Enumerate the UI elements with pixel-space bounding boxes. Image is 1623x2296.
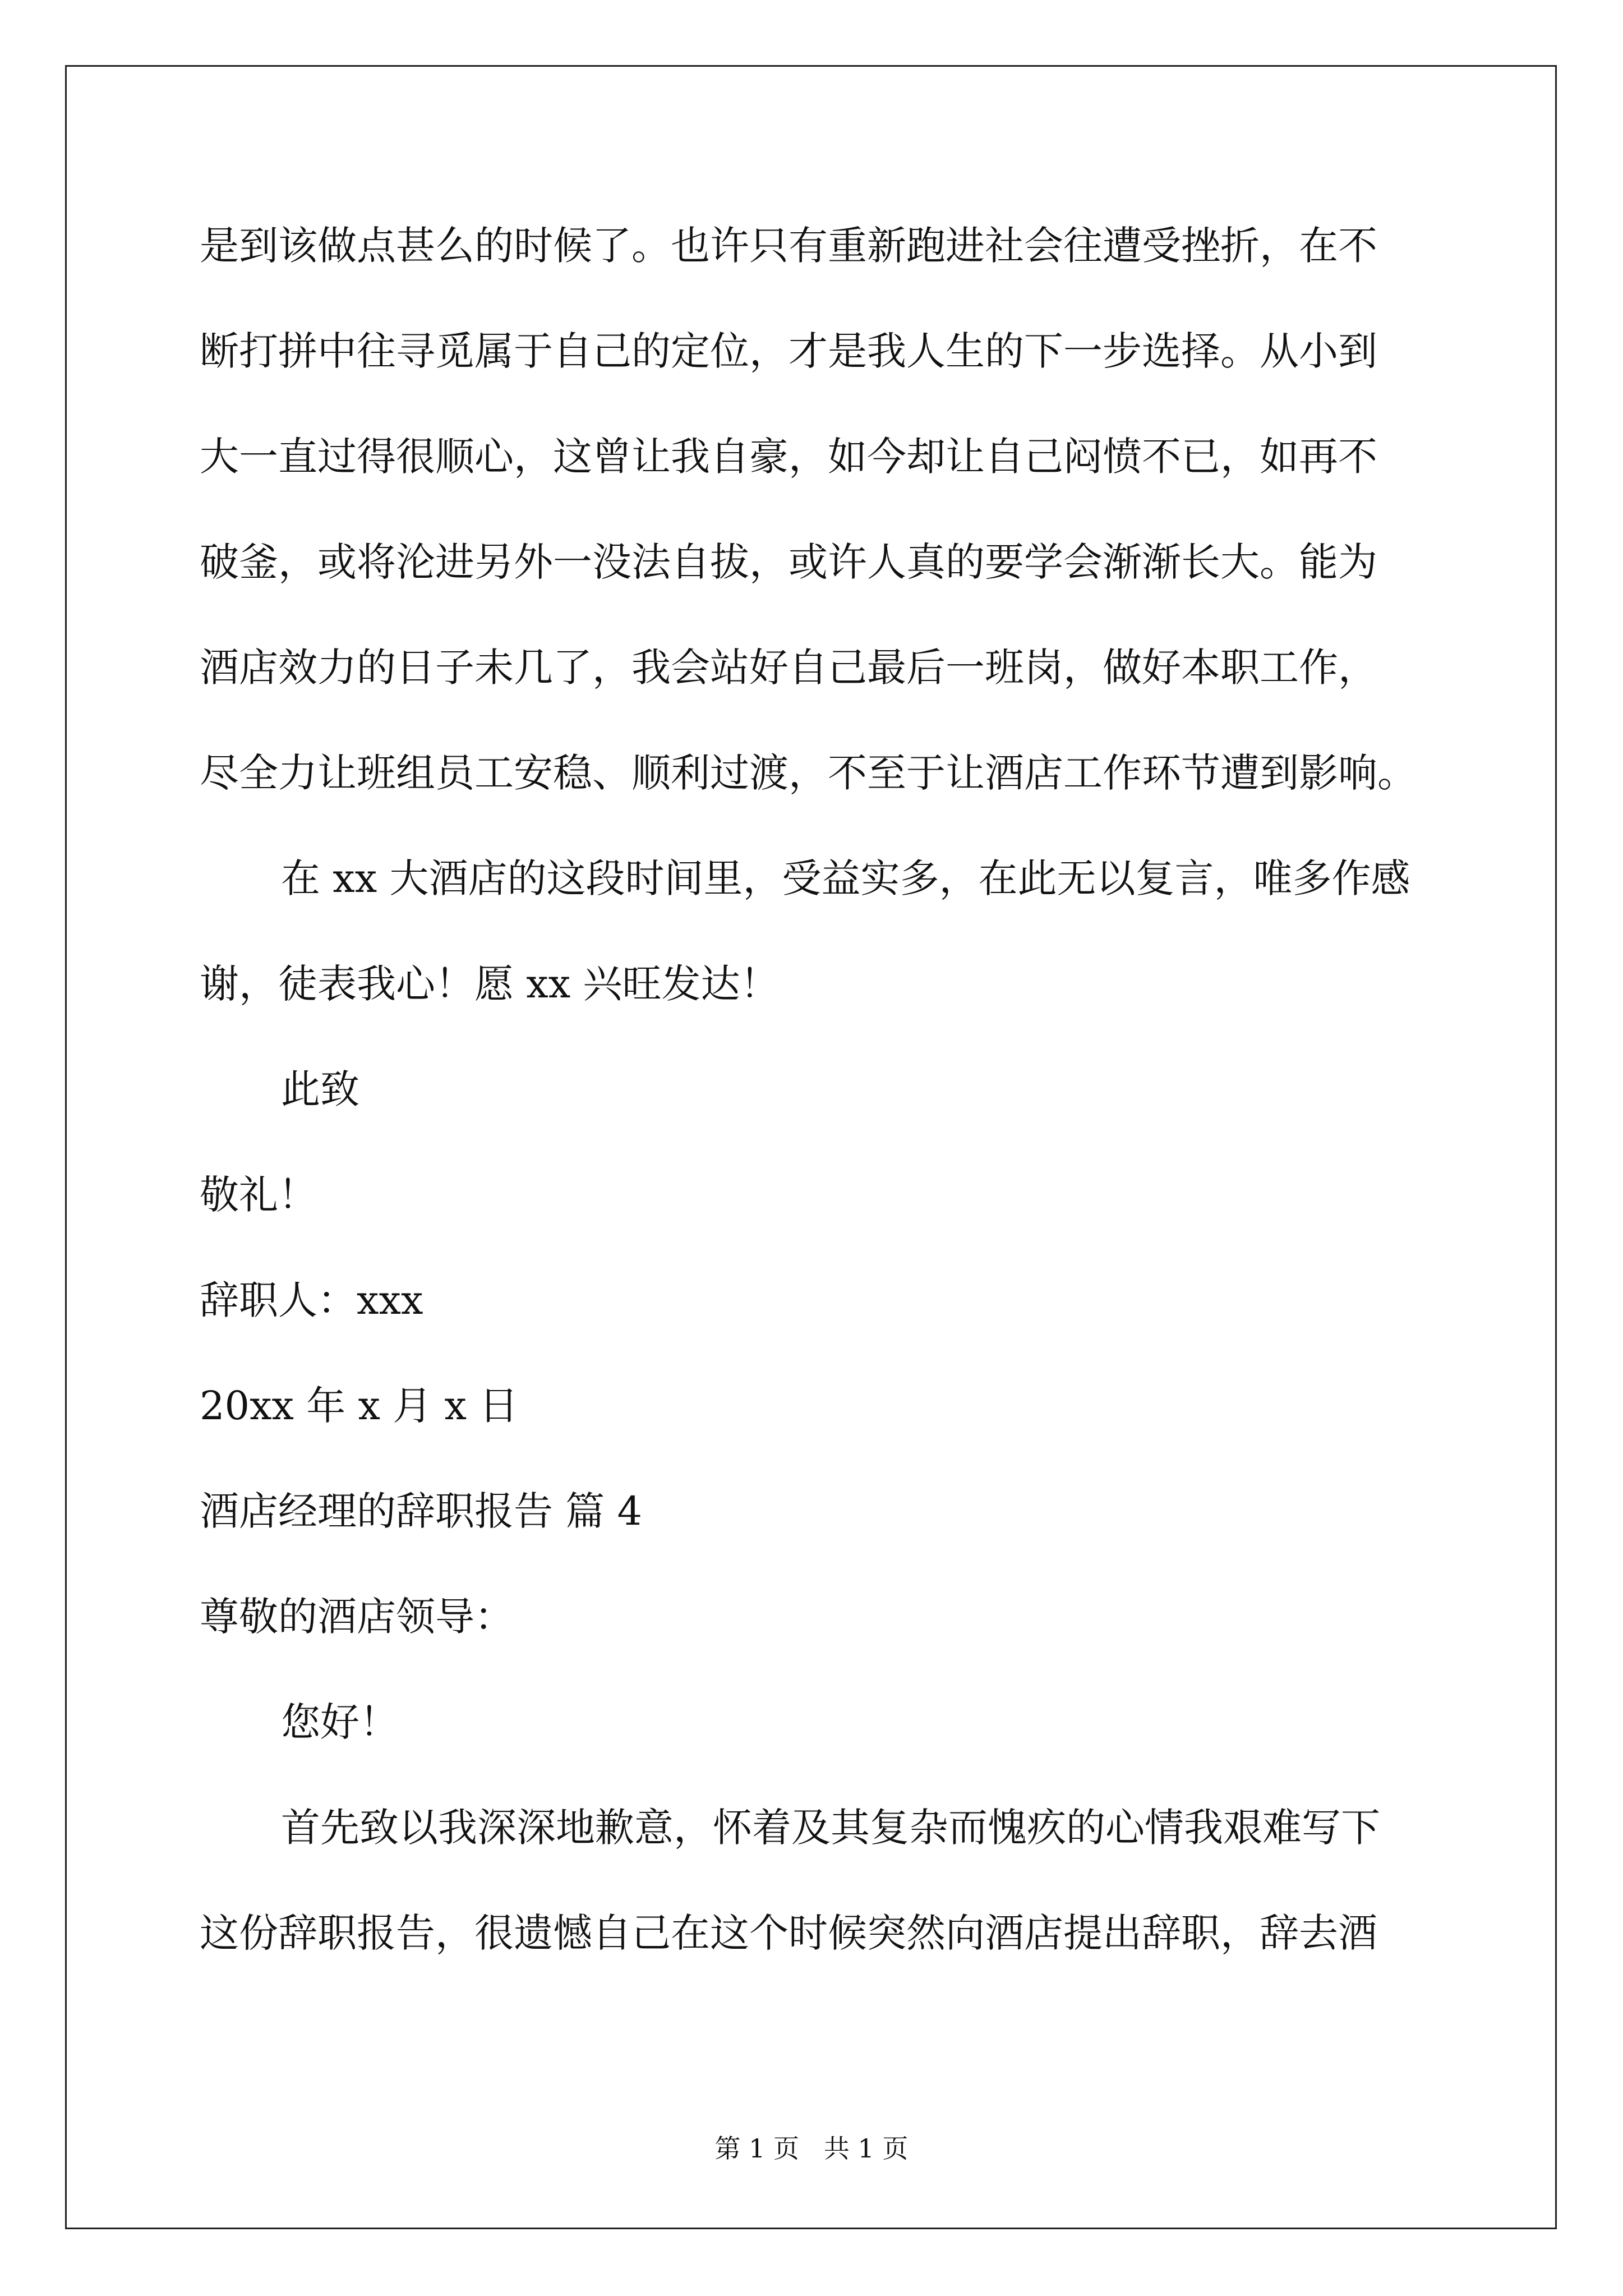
text-line: 酒店效力的日子未几了，我会站好自己最后一班岗，做好本职工作， xyxy=(200,645,1377,691)
text-line: 破釜，或将沦进另外一没法自拔，或许人真的要学会渐渐长大。能为 xyxy=(200,539,1377,585)
text-line: 大一直过得很顺心，这曾让我自豪，如今却让自己闷愤不已，如再不 xyxy=(200,434,1377,480)
greeting-addressee: 尊敬的酒店领导： xyxy=(200,1594,514,1640)
page-footer: 第 1 页 共 1 页 xyxy=(714,2133,909,2164)
page-border xyxy=(65,65,1557,2229)
salutation-regards: 敬礼！ xyxy=(200,1172,317,1218)
salutation-closing: 此致 xyxy=(281,1066,359,1112)
text-line: 这份辞职报告，很遗憾自己在这个时候突然向酒店提出辞职，辞去酒 xyxy=(200,1910,1377,1956)
text-line: 是到该做点甚么的时候了。也许只有重新跑进社会往遭受挫折，在不 xyxy=(200,223,1377,269)
text-line: 谢，徒表我心！愿 xx 兴旺发达！ xyxy=(200,961,780,1007)
text-line: 断打拼中往寻觅属于自己的定位，才是我人生的下一步选择。从小到 xyxy=(200,328,1377,374)
text-line: 尽全力让班组员工安稳、顺利过渡，不至于让酒店工作环节遭到影响。 xyxy=(200,750,1417,796)
date-line: 20xx 年 x 月 x 日 xyxy=(200,1383,519,1429)
text-line: 在 xx 大酒店的这段时间里，受益实多，在此无以复言，唯多作感 xyxy=(281,855,1410,901)
signature-line: 辞职人：xxx xyxy=(200,1277,423,1323)
greeting: 您好！ xyxy=(281,1699,399,1745)
text-line: 首先致以我深深地歉意，怀着及其复杂而愧疚的心情我艰难写下 xyxy=(281,1805,1380,1851)
section-title: 酒店经理的辞职报告 篇 4 xyxy=(200,1488,643,1534)
